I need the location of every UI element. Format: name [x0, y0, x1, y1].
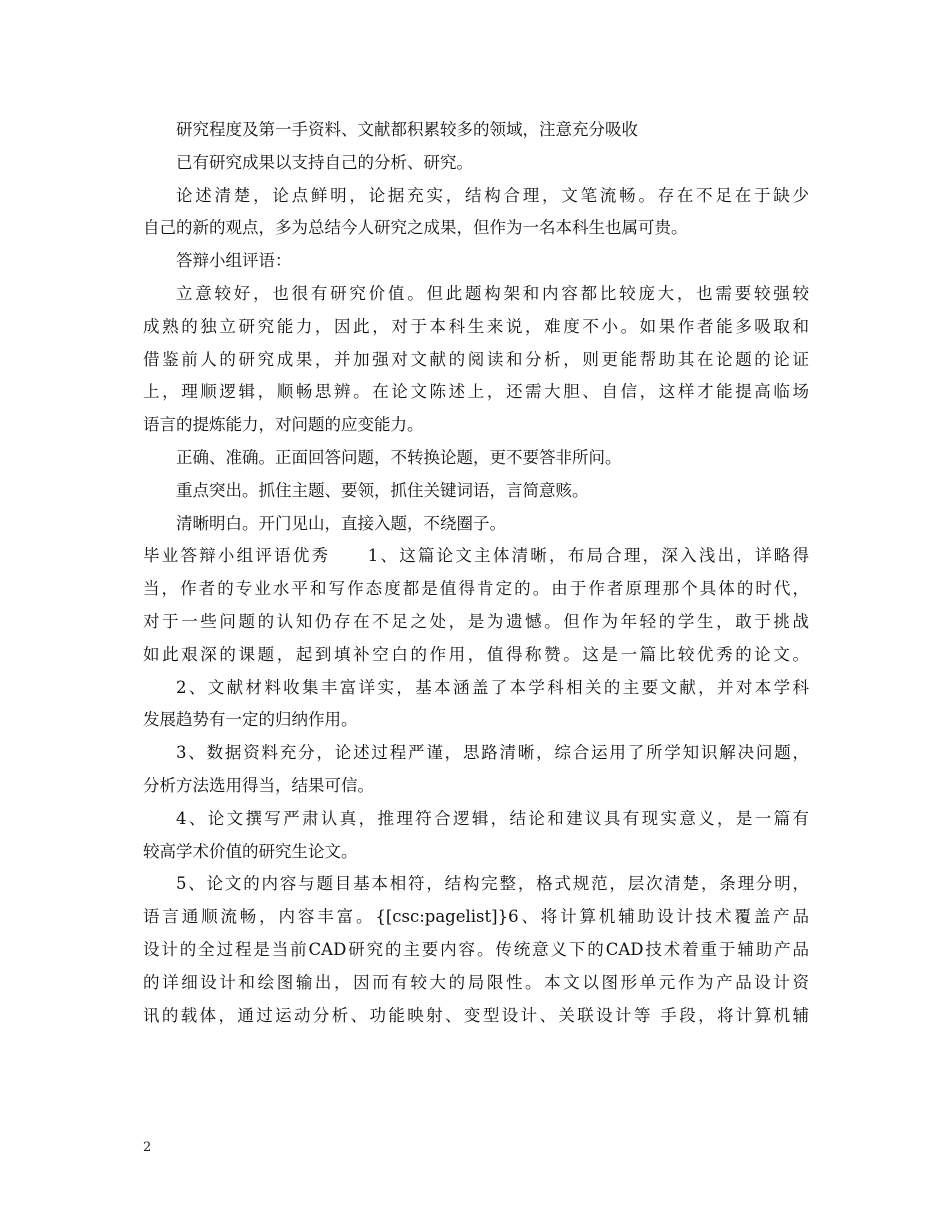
text-line: 如此艰深的课题，起到填补空白的作用，值得称赞。这是一篇比较优秀的论文。	[143, 644, 809, 664]
text-line: 立意较好，也很有研究价值。但此题构架和内容都比较庞大，也需要较强较	[176, 283, 809, 303]
text-line: 当，作者的专业水平和写作态度都是值得肯定的。由于作者原理那个具体的时代，	[143, 579, 809, 599]
text-line: 5、论文的内容与题目基本相符，结构完整，格式规范，层次清楚，条理分明，	[176, 874, 809, 894]
document-body	[143, 114, 809, 1032]
text-line: 成熟的独立研究能力，因此，对于本科生来说，难度不小。如果作者能多吸取和	[143, 316, 809, 336]
text-line: 发展趋势有一定的归纳作用。	[143, 710, 358, 730]
text-line: 3、数据资料充分，论述过程严谨，思路清晰，综合运用了所学知识解决问题，	[176, 743, 809, 763]
text-line: 正确、准确。正面回答问题，不转换论题，更不要答非所问。	[176, 447, 622, 467]
text-line: 较高学术价值的研究生论文。	[143, 841, 358, 861]
page-number: 2	[143, 1140, 152, 1155]
text-line: 自己的新的观点，多为总结今人研究之成果，但作为一名本科生也属可贵。	[143, 218, 688, 238]
text-line: 答辩小组评语：	[176, 251, 292, 271]
text-line: 清晰明白。开门见山，直接入题，不绕圈子。	[176, 513, 506, 533]
text-line: 借鉴前人的研究成果，并加强对文献的阅读和分析，则更能帮助其在论题的论证	[143, 349, 809, 369]
text-line: 上，理顺逻辑，顺畅思辨。在论文陈述上，还需大胆、自信，这样才能提高临场	[143, 382, 809, 402]
text-line: 论述清楚，论点鲜明，论据充实，结构合理，文笔流畅。存在不足在于缺少	[176, 185, 809, 205]
text-line: 研究程度及第一手资料、文献都积累较多的领域，注意充分吸收	[176, 120, 638, 139]
text-line: 2、文献材料收集丰富详实，基本涵盖了本学科相关的主要文献，并对本学科	[176, 677, 809, 697]
text-line: 4、论文撰写严肃认真，推理符合逻辑，结论和建议具有现实意义，是一篇有	[176, 808, 809, 828]
text-line: 重点突出。抓住主题、要领，抓住关键词语，言简意赅。	[176, 480, 589, 500]
text-line: 语言的提炼能力，对问题的应变能力。	[143, 415, 424, 435]
text-line: 毕业答辩小组评语优秀 1、这篇论文主体清晰，布局合理，深入浅出，详略得	[143, 546, 809, 566]
text-line: 对于一些问题的认知仍存在不足之处，是为遗憾。但作为年轻的学生，敢于挑战	[143, 611, 809, 631]
text-line: 语言通顺流畅，内容丰富。{[csc:pagelist]}6、将计算机辅助设计技术覆盖产品	[143, 907, 809, 927]
text-line: 讯的载体，通过运动分析、功能映射、变型设计、关联设计等 手段，将计算机辅	[143, 1005, 809, 1025]
text-line: 分析方法选用得当，结果可信。	[143, 775, 374, 795]
text-line: 已有研究成果以支持自己的分析、研究。	[176, 152, 473, 172]
text-line: 设计的全过程是当前CAD研究的主要内容。传统意义下的CAD技术着重于辅助产品	[143, 939, 809, 959]
text-line: 的详细设计和绘图输出，因而有较大的局限性。本文以图形单元作为产品设计资	[143, 972, 809, 992]
